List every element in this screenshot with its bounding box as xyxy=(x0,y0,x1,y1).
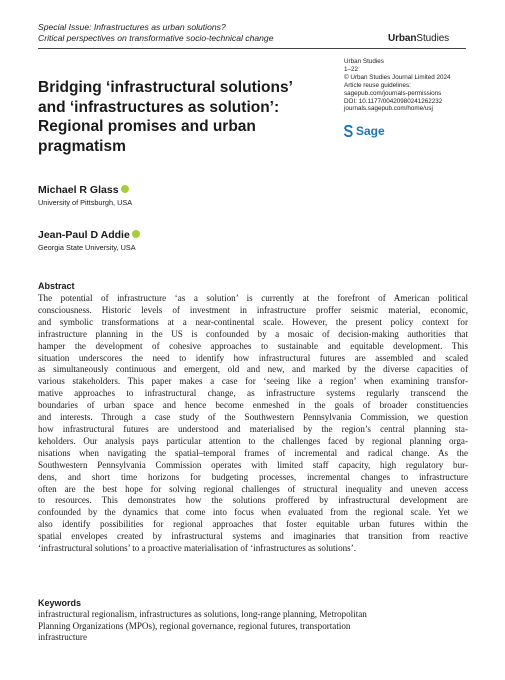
abstract-line: mative approaches to infrastructural change, as infrastructure systems regularly transcend the xyxy=(38,388,468,399)
abstract-text xyxy=(38,293,468,555)
abstract-line: dens, and short time horizons for budgeting processes, incremental changes to infrastructure xyxy=(38,471,468,482)
orcid-icon[interactable] xyxy=(121,185,129,193)
meta-reuse-label: Article reuse guidelines: xyxy=(344,81,411,89)
header-rule xyxy=(38,48,466,49)
title-line: pragmatism xyxy=(38,137,126,155)
meta-journal: Urban Studies xyxy=(344,58,384,65)
author-block xyxy=(38,184,132,207)
publication-metadata xyxy=(344,58,494,113)
abstract-line: confounded by the dynamics that come into focus when evaluated from the regional scale. Yet we xyxy=(38,507,468,518)
publisher-name: Sage xyxy=(356,124,385,138)
meta-permissions-link[interactable]: sagepub.com/journals-permissions xyxy=(344,89,442,97)
keywords-line: Planning Organizations (MPOs), regional governance, regional futures, transportation xyxy=(38,620,351,631)
abstract-line: boundaries of urban space and hence become enmeshed in the goals of broader constituencies xyxy=(38,400,468,411)
author-affiliation: University of Pittsburgh, USA xyxy=(38,198,133,207)
abstract-heading: Abstract xyxy=(38,281,75,291)
title-line: and ‘infrastructures as solution’: xyxy=(38,98,280,116)
abstract-line: nisations when navigating the spatial–temporal frames of incremental and radical change. As the xyxy=(38,447,468,458)
abstract-line: to resources. This demonstrates how the solutions proffered by infrastructural development are xyxy=(38,495,468,506)
abstract-line: various stakeholders. This paper makes a case for ‘seeing like a region’ when examining transfor- xyxy=(38,376,468,387)
keywords-heading: Keywords xyxy=(38,598,82,608)
journal-logo xyxy=(388,33,449,44)
title-line: Bridging ‘infrastructural solutions’ xyxy=(38,79,293,96)
keywords-text xyxy=(38,609,468,644)
author-block xyxy=(38,229,140,252)
publisher-logo xyxy=(344,124,385,138)
keywords-line: infrastructure xyxy=(38,632,87,642)
orcid-icon[interactable] xyxy=(132,230,140,238)
abstract-line: situation underscores the need to identify how infrastructural futures are assembled and scaled xyxy=(38,352,468,363)
journal-logo-bold: Urban xyxy=(388,33,417,44)
article-title xyxy=(38,78,338,156)
special-issue-line: Special Issue: Infrastructures as urban solutions? xyxy=(38,22,226,32)
abstract-line: infrastructure planning in the US is confounded by a mosaic of decision-making authorities that xyxy=(38,328,468,339)
title-line: Regional promises and urban xyxy=(38,118,256,135)
abstract-line: and symbolic transformations at a near-continental scale. However, the present policy context for xyxy=(38,316,468,327)
abstract-line: also identify possibilities for regional approaches that foster equitable urban futures within the xyxy=(38,519,468,530)
abstract-line: as simultaneously continuous and emergent, old and new, and marked by the diverse capacities of xyxy=(38,364,468,375)
abstract-line: often are the best hope for solving regional challenges of structural inequality and uneven access xyxy=(38,483,468,494)
abstract-line: and interests. Through a case study of the Southwestern Pennsylvania Commission, we question xyxy=(38,412,468,423)
author-name: Jean-Paul D Addie xyxy=(38,229,130,241)
abstract-line: keholders. Our analysis pays particular attention to the challenges faced by regional planning orga- xyxy=(38,435,468,446)
special-issue-banner xyxy=(38,22,338,43)
author-name: Michael R Glass xyxy=(38,184,119,196)
keywords-line: infrastructural regionalism, infrastructures as solutions, long-range planning, Metropolitan xyxy=(38,609,367,619)
abstract-line: how infrastructural futures are understood and materialised by the region’s central planning sta- xyxy=(38,423,468,434)
sage-s-icon xyxy=(344,125,353,137)
abstract-line: spatial envelopes created by infrastructural systems and imaginaries that transition from reactive xyxy=(38,531,468,542)
abstract-line: The potential of infrastructure ‘as a solution’ is currently at the forefront of American political xyxy=(38,293,468,303)
meta-journal-link[interactable]: journals.sagepub.com/home/usj xyxy=(344,105,433,113)
meta-pages: 1–22 xyxy=(344,65,359,73)
special-issue-line: Critical perspectives on transformative socio-technical change xyxy=(38,32,274,43)
meta-doi[interactable]: DOI: 10.1177/00420980241262232 xyxy=(344,97,443,105)
journal-logo-light: Studies xyxy=(416,33,450,44)
abstract-line: Southwestern Pennsylvania Commission operates with limited staff capacity, high regulatory bur- xyxy=(38,459,468,470)
author-affiliation: Georgia State University, USA xyxy=(38,243,136,252)
abstract-line: hamper the development of cohesive approaches to sustainable and equitable development. This xyxy=(38,340,468,351)
meta-copyright: © Urban Studies Journal Limited 2024 xyxy=(344,73,451,81)
abstract-line: ‘infrastructural solutions’ to a proactive materialisation of ‘infrastructures as solutions’. xyxy=(38,543,357,554)
abstract-line: consciousness. Historic levels of investment in infrastructure proffer seismic material, economic, xyxy=(38,304,468,315)
